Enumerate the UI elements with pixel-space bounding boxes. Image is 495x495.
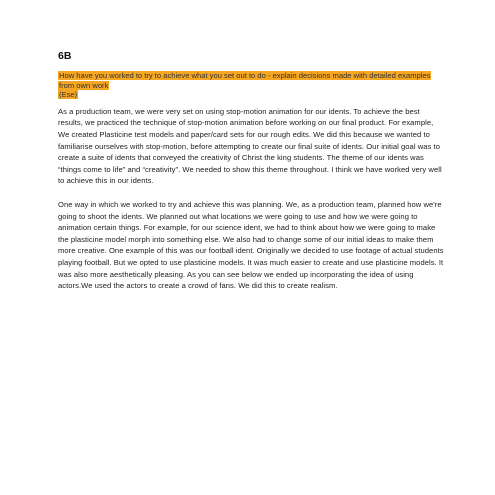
highlighted-prompt	[58, 71, 446, 100]
section-heading: 6B	[58, 50, 72, 62]
body-paragraph-1: As a production team, we were very set on using stop-motion animation for our idents. To achieve the best results, we practiced the technique of stop-motion animation before working on our final product. For example, We created Plasticine test models and paper/card sets for our rough edits. We did this because we wanted to familiarise ourselves with stop-motion, before attempting to create our final suite of idents. Our initial goal was to create a suite of idents that conveyed the creativity of Christ the king students. The theme of our idents was “things come to life” and “creativity”. We needed to show this theme throughout. I think we have worked very well to achieve this in our idents.	[58, 106, 442, 186]
prompt-author: (Ese)	[59, 90, 78, 100]
body-paragraph-2: One way in which we worked to try and achieve this was planning. We, as a production team, planned how we're going to shoot the idents. We planned out what locations we were going to use and how we were going to animation certain things. For example, for our science ident, we had to think about how we were going to make the plasticine model morph into something else. We also had to change some of our initial ideas to make them more creative. One example of this was our football ident. Originally we decided to use footage of actual students playing football. But we opted to use plasticine models. It was much easier to create and use plasticine models. It was also more aesthetically pleasing. As you can see below we ended up incorporating the idea of using actors.We used the actors to create a crowd of fans. We did this to create realism.	[58, 199, 444, 291]
document-page	[58, 50, 446, 304]
prompt-question: How have you worked to try to achieve what you set out to do - explain decisions made with detailed examples from own work	[59, 71, 431, 90]
